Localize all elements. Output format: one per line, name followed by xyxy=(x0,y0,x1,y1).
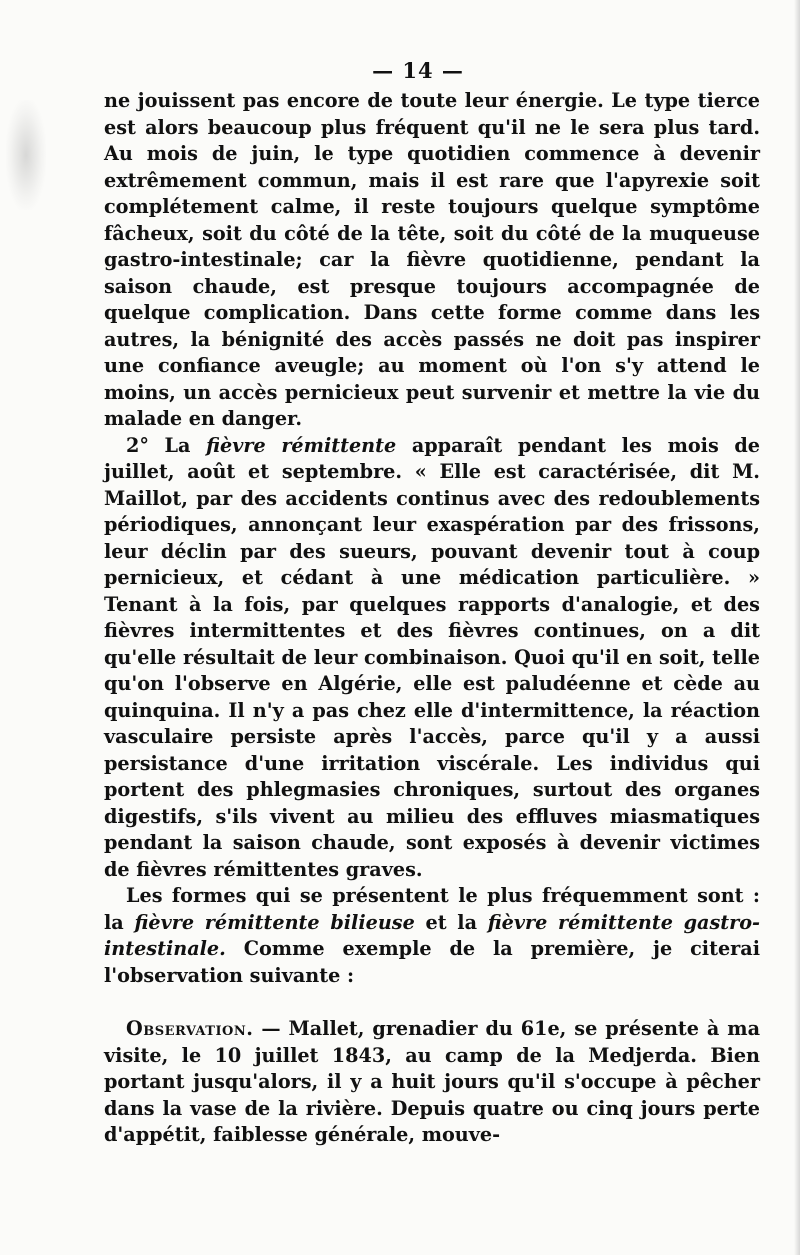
paragraph-3-mid: et la xyxy=(414,910,488,934)
observation-text: — Mallet, grenadier du 61e, se présente à ma visite, le 10 juillet 1843, au camp de la Medjerda. Bien portant jusqu'alors, il y a huit jours qu'il s'occupe à pêcher dans la vase de la rivière. Depuis quatre ou cinq jours perte d'appétit, faiblesse générale, mouve- xyxy=(104,1017,760,1146)
paragraph-2-body: apparaît pendant les mois de juillet, août et septembre. « Elle est caractérisée, dit M. Maillot, par des accidents continus avec des redoublements périodiques, annonçant leur exaspération par des frissons, leur déclin par des sueurs, pouvant devenir tout à coup pernicieux, et cédant à une médication particulière. » Tenant à la fois, par quelques rapports d'analogie, et des fièvres intermittentes et des fièvres continues, on a dit qu'elle résultait de leur combinaison. Quoi qu'il en soit, telle qu'on l'observe en Algérie, elle est paludéenne et cède au quinquina. Il n'y a pas chez elle d'intermittence, la réaction vasculaire persiste après l'accès, parce qu'il y a aussi persistance d'une irritation viscérale. Les individus qui portent des phlegmasies chroniques, surtout des organes digestifs, s'ils vivent au milieu des effluves miasmatiques pendant la saison chaude, sont exposés à devenir victimes de fièvres rémittentes graves. xyxy=(104,433,760,881)
observation-paragraph xyxy=(104,1016,760,1149)
body-text xyxy=(104,88,760,1149)
paragraph-3-body: Comme exemple de la première, je citerai l'observation suivante : xyxy=(104,937,760,987)
section-gap xyxy=(104,989,760,1016)
paragraph-2-lead: 2° La xyxy=(126,433,207,457)
paragraph-2 xyxy=(104,433,760,884)
observation-label: Observation. xyxy=(126,1017,254,1040)
margin-stain xyxy=(6,100,46,210)
paragraph-1: ne jouissent pas encore de toute leur énergie. Le type tierce est alors beaucoup plus fréquent qu'il ne le sera plus tard. Au mois de juin, le type quotidien commence à devenir extrêmement commun, mais il est rare que l'apyrexie soit complétement calme, il reste toujours quelque symptôme fâcheux, soit du côté de la tête, soit du côté de la muqueuse gastro-intestinale; car la fièvre quotidienne, pendant la saison chaude, est presque toujours accompagnée de quelque complication. Dans cette forme comme dans les autres, la bénignité des accès passés ne doit pas inspirer une confiance aveugle; au moment où l'on s'y attend le moins, un accès pernicieux peut survenir et mettre la vie du malade en danger. xyxy=(104,89,760,430)
page-edge-shadow xyxy=(794,0,800,1255)
paragraph-3 xyxy=(104,883,760,989)
term-bilieuse: fièvre rémittente bilieuse xyxy=(134,910,415,934)
page-number: — 14 — xyxy=(372,58,464,83)
term-fievre-remittente: fièvre rémittente xyxy=(206,433,397,457)
paragraph-3-lead: Les formes qui se présentent le plus fréquemment sont : la xyxy=(104,884,760,934)
term-gastro-intestinale: fièvre rémittente gastro-intestinale. xyxy=(104,910,761,960)
